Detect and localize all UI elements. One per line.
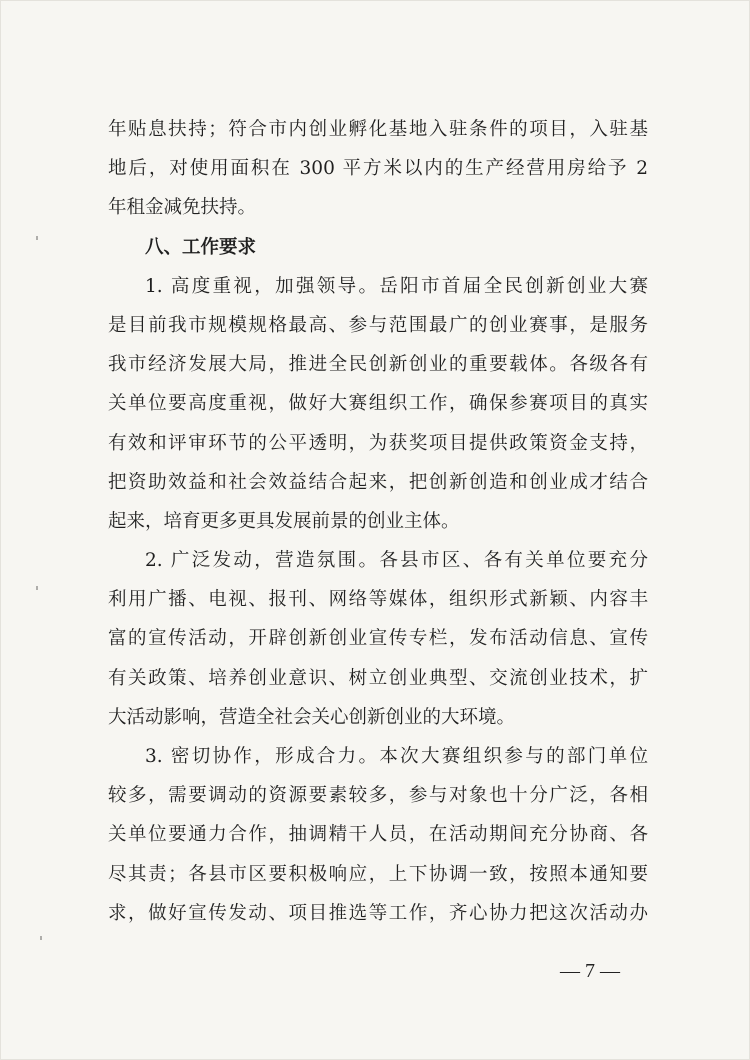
- body-text: [108, 110, 648, 933]
- section-heading: 八、工作要求: [145, 236, 257, 258]
- paragraph-line: 1. 高度重视，加强领导。岳阳市首届全民创新创业大赛: [145, 275, 648, 297]
- paragraph-line: 利用广播、电视、报刊、网络等媒体，组织形式新颖、内容丰: [108, 589, 648, 611]
- paragraph-line: 求，做好宣传发动、项目推选等工作，齐心协力把这次活动办: [108, 902, 648, 924]
- paragraph-line: 较多，需要调动的资源要素较多，参与对象也十分广泛，各相: [108, 785, 648, 807]
- paragraph-line: 把资助效益和社会效益结合起来，把创新创造和创业成才结合: [108, 471, 648, 493]
- scan-speck: [40, 936, 42, 940]
- paragraph-line: 关单位要通力合作，抽调精干人员，在活动期间充分协商、各: [108, 824, 648, 846]
- paragraph-line: 有效和评审环节的公平透明，为获奖项目提供政策资金支持，: [108, 432, 648, 454]
- paragraph-line: 3. 密切协作，形成合力。本次大赛组织参与的部门单位: [145, 746, 648, 767]
- text-line: 地后，对使用面积在 300 平方米以内的生产经营用房给予 2: [108, 158, 648, 180]
- paragraph-line: 关单位要高度重视，做好大赛组织工作，确保参赛项目的真实: [108, 393, 648, 415]
- paragraph-line: 尽其责；各县市区要积极响应，上下协调一致，按照本通知要: [108, 863, 648, 885]
- scan-speck: [36, 236, 38, 240]
- paragraph-line: 有关政策、培养创业意识、树立创业典型、交流创业技术，扩: [108, 667, 648, 689]
- paragraph-line: 是目前我市规模规格最高、参与范围最广的创业赛事，是服务: [108, 314, 648, 336]
- text-line: 年租金减免扶持。: [108, 197, 257, 219]
- paragraph-line: 大活动影响，营造全社会关心创新创业的大环境。: [108, 706, 516, 728]
- page-number: — 7 —: [560, 960, 620, 982]
- paragraph-line: 起来，培育更多更具发展前景的创业主体。: [108, 510, 460, 532]
- paragraph-line: 富的宣传活动，开辟创新创业宣传专栏，发布活动信息、宣传: [108, 628, 648, 650]
- paragraph-line: 我市经济发展大局，推进全民创新创业的重要载体。各级各有: [108, 354, 648, 376]
- text-line: 年贴息扶持；符合市内创业孵化基地入驻条件的项目，入驻基: [108, 119, 648, 140]
- paragraph-line: 2. 广泛发动，营造氛围。各县市区、各有关单位要充分: [145, 550, 648, 572]
- scan-speck: [36, 586, 38, 590]
